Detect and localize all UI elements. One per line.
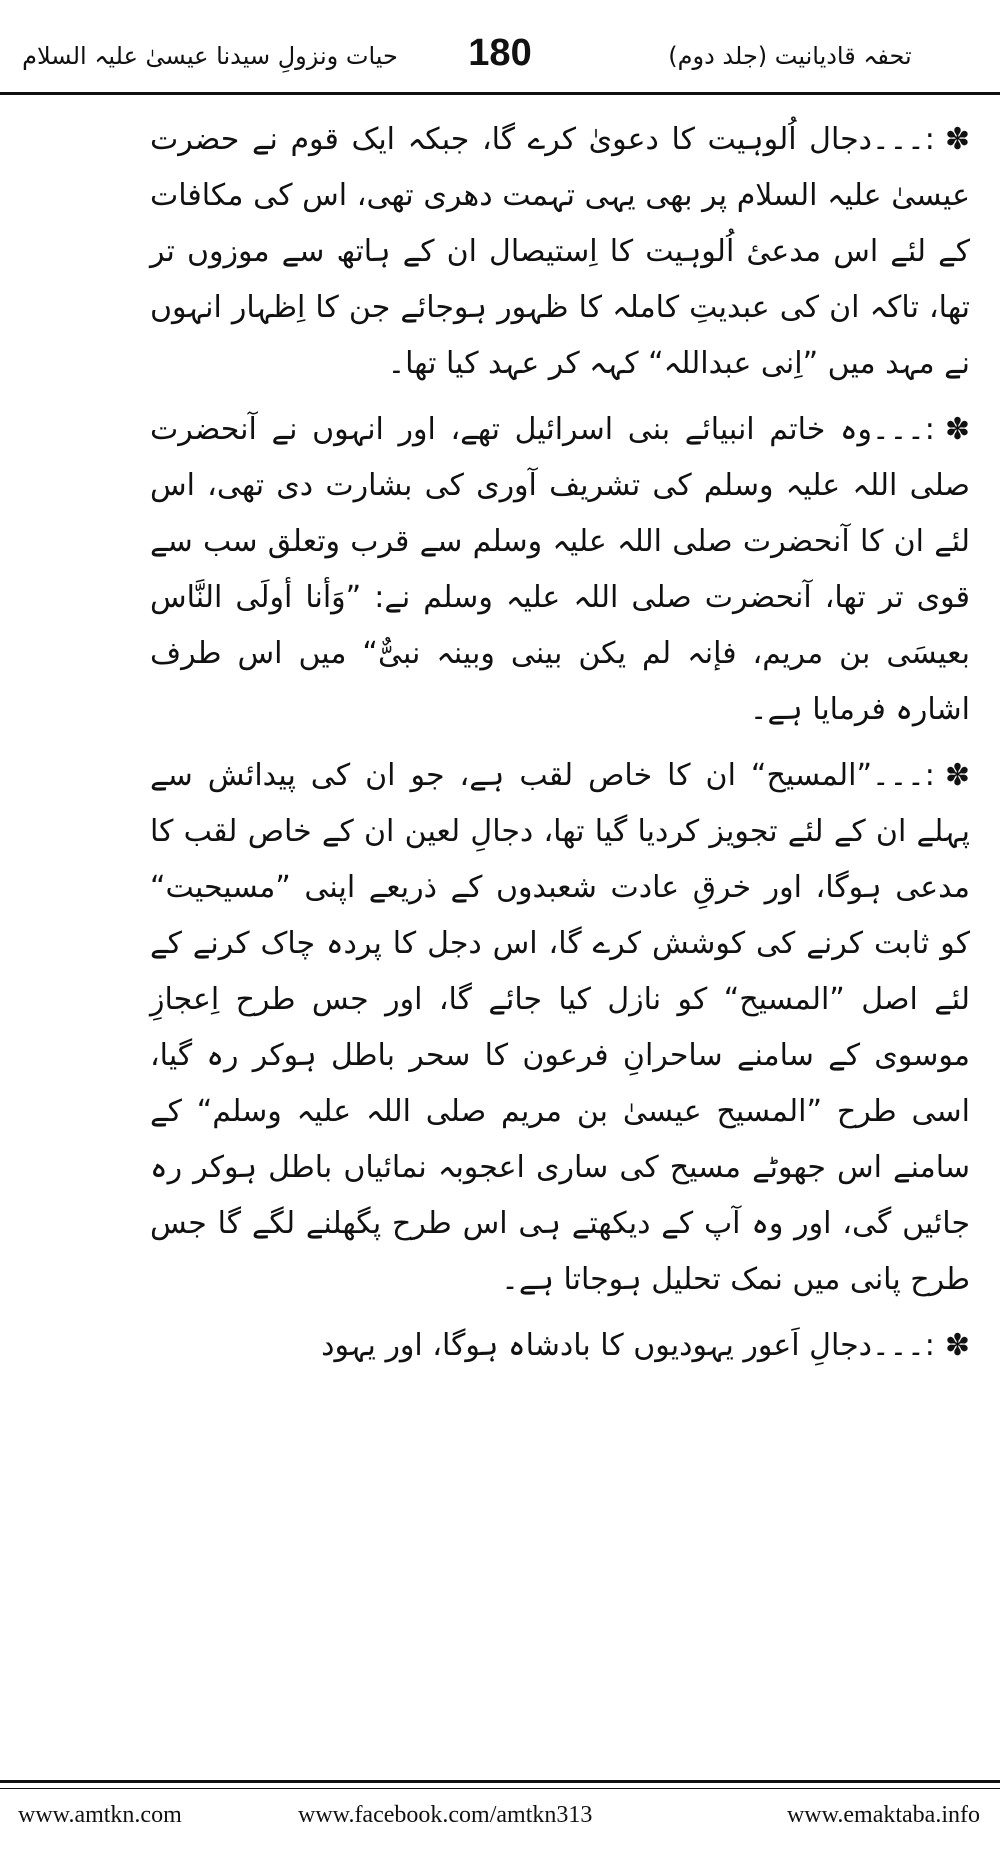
asterisk-bullet-icon: ✽ (944, 412, 970, 447)
page-footer (0, 1800, 1000, 1840)
header-book-title: تحفہ قادیانیت (جلد دوم) (668, 42, 912, 70)
footer-divider (0, 1780, 1000, 1783)
footer-divider-thin (0, 1788, 1000, 1789)
footer-link-facebook[interactable]: www.facebook.com/amtkn313 (298, 1802, 593, 1828)
header-divider (0, 92, 1000, 95)
paragraph-text: :۔۔۔وہ خاتم انبیائے بنی اسرائیل تھے، اور انہوں نے آنحضرت صلی اللہ علیہ وسلم کی تشریف آوری کی بشارت دی تھی، اس لئے ان کا آنحضرت صلی اللہ علیہ وسلم سے قرب وتعلق سب سے قوی تر تھا، آنحضرت صلی اللہ علیہ وسلم نے: ”وَأنا أولَی النَّاس بعیسَی بن مریم، فإنہ لم یکن بینی وبینہ نبیٌّ“ میں اس طرف اشارہ فرمایا ہے۔ (150, 412, 970, 727)
paragraph-1 (150, 112, 970, 392)
header-chapter-title: حیات ونزولِ سیدنا عیسیٰ علیہ السلام (22, 42, 398, 70)
page-number: 180 (468, 32, 532, 74)
asterisk-bullet-icon: ✽ (944, 758, 970, 793)
page-header (0, 22, 1000, 92)
asterisk-bullet-icon: ✽ (944, 1328, 970, 1363)
paragraph-4 (150, 1318, 970, 1374)
paragraph-text: :۔۔۔”المسیح“ ان کا خاص لقب ہے، جو ان کی پیدائش سے پہلے ان کے لئے تجویز کردیا گیا تھا، دجالِ لعین ان کے خاص لقب کا مدعی ہوگا، اور خرقِ عادت شعبدوں کے ذریعے اپنی ”مسیحیت“ کو ثابت کرنے کی کوشش کرے گا، اس دجل کا پردہ چاک کرنے کے لئے اصل ”المسیح“ کو نازل کیا جائے گا، اور جس طرح اِعجازِ موسوی کے سامنے ساحرانِ فرعون کا سحر باطل ہوکر رہ گیا، اسی طرح ”المسیح عیسیٰ بن مریم صلی اللہ علیہ وسلم“ کے سامنے اس جھوٹے مسیح کی ساری اعجوبہ نمائیاں باطل ہوکر رہ جائیں گی، اور وہ آپ کے دیکھتے ہی اس طرح پگھلنے لگے گا جس طرح پانی میں نمک تحلیل ہوجاتا ہے۔ (150, 758, 970, 1297)
paragraph-text: :۔۔۔دجالِ اَعور یہودیوں کا بادشاہ ہوگا، اور یہود (321, 1328, 935, 1363)
footer-link-emaktaba[interactable]: www.emaktaba.info (786, 1802, 980, 1828)
paragraph-text: :۔۔۔دجال اُلوہیت کا دعویٰ کرے گا، جبکہ ایک قوم نے حضرت عیسیٰ علیہ السلام پر بھی یہی تہمت دھری تھی، اس کی مکافات کے لئے اس مدعیٔ اُلوہیت کا اِستیصال ان کے ہاتھ سے موزوں تر تھا، تاکہ ان کی عبدیتِ کاملہ کا ظہور ہوجائے جن کا اِظہار انہوں نے مہد میں ”اِنی عبداللہ“ کہہ کر عہد کیا تھا۔ (150, 122, 970, 381)
paragraph-3 (150, 748, 970, 1308)
asterisk-bullet-icon: ✽ (944, 122, 970, 157)
footer-link-amtkn[interactable]: www.amtkn.com (18, 1802, 182, 1828)
page-body (150, 112, 970, 1384)
paragraph-2 (150, 402, 970, 738)
